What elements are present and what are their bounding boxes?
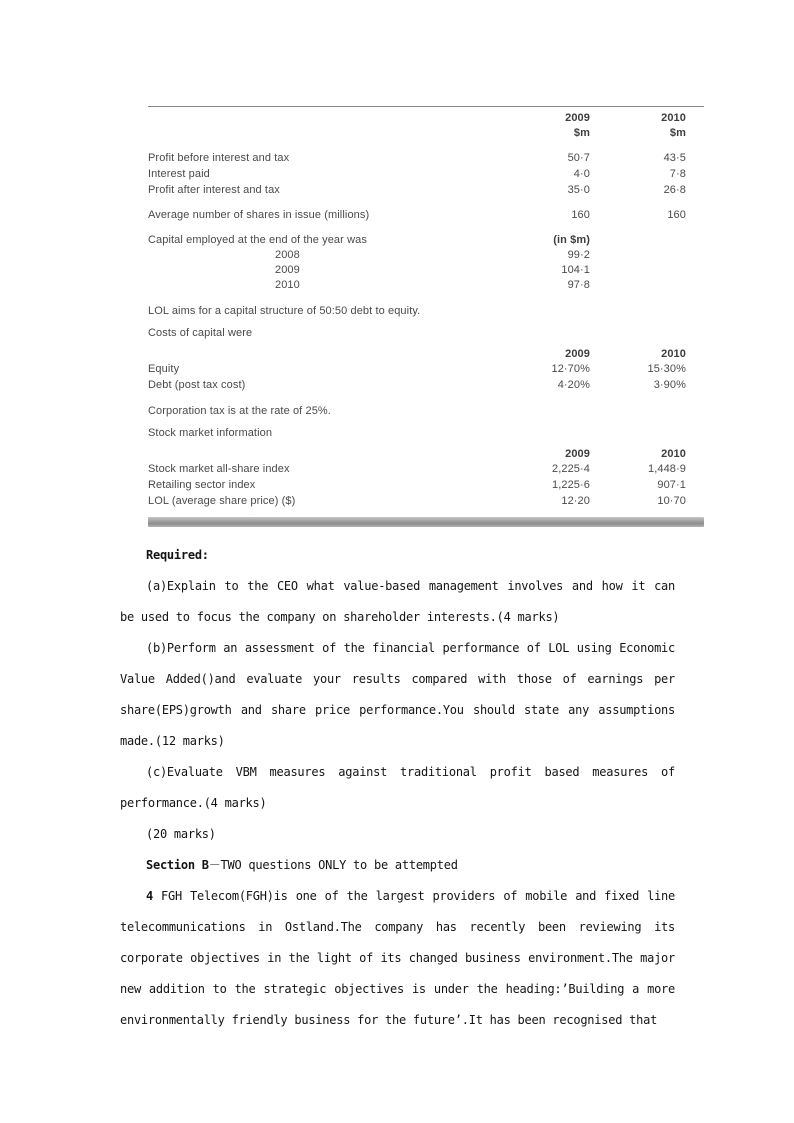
header-unit-2010: $m — [669, 127, 686, 139]
table-row-capital-employed — [148, 232, 704, 248]
table-row — [148, 166, 704, 182]
section-b-label: Section B — [146, 858, 209, 872]
financial-exhibit-table — [148, 106, 704, 527]
total-marks: (20 marks) — [146, 827, 216, 841]
note-capital-structure: LOL aims for a capital structure of 50:50 debt to equity. — [148, 305, 421, 317]
stock-market-intro: Stock market information — [148, 427, 273, 439]
value-2009: 1,225·6 — [551, 479, 590, 491]
capital-year-row — [148, 278, 704, 293]
year-value: 99·2 — [567, 249, 590, 261]
cost-of-capital-header — [148, 347, 704, 361]
year-value: 104·1 — [561, 264, 590, 276]
year-label: 2010 — [275, 279, 300, 291]
scan-shadow-bar — [148, 517, 704, 527]
section-b-text: －TWO questions ONLY to be attempted — [208, 858, 458, 872]
value-2010: 3·90% — [653, 379, 686, 391]
row-label: Profit before interest and tax — [148, 152, 290, 164]
table-row — [148, 493, 704, 509]
table-row — [148, 361, 704, 377]
paragraph-part-a: (a)Explain to the CEO what value-based management involves and how it can be used to focus the company on shareholder interests.(4 marks) — [120, 579, 675, 624]
header-spacer — [148, 347, 494, 361]
header-year-2009: 2009 — [565, 448, 590, 460]
header-year-2010: 2010 — [661, 448, 686, 460]
section-b-heading — [120, 850, 675, 881]
header-spacer — [148, 125, 494, 141]
spacer — [148, 223, 704, 232]
empty-cell — [590, 278, 686, 293]
capital-year-row — [148, 263, 704, 278]
value-2009: 50·7 — [567, 152, 590, 164]
header-year-2010: 2010 — [661, 348, 686, 360]
question-4-text: FGH Telecom(FGH)is one of the largest providers of mobile and fixed line telecommunications in Ostland.The company has recently been reviewing its corporate objectives in the light of its changed business environment.The major new addition to the strategic objectives is under the heading:’Building a more environmentally friendly business for the future’.It has been recognised that — [120, 889, 675, 1027]
value-2009: 35·0 — [567, 184, 590, 196]
table-header-units — [148, 125, 704, 141]
year-label: 2008 — [275, 249, 300, 261]
spacer — [148, 141, 704, 150]
value-2009: 12·20 — [561, 495, 590, 507]
stock-market-header — [148, 447, 704, 461]
value-2010: 15·30% — [647, 363, 686, 375]
header-unit-2009: $m — [573, 127, 590, 139]
empty-cell — [590, 263, 686, 278]
header-year-2009: 2009 — [565, 348, 590, 360]
capital-unit-note: (in $m) — [553, 234, 590, 246]
value-2009: 2,225·4 — [551, 463, 590, 475]
capital-year-row — [148, 248, 704, 263]
value-2010: 1,448·9 — [647, 463, 686, 475]
value-2009: 12·70% — [551, 363, 590, 375]
header-year-2009: 2009 — [565, 112, 590, 124]
question-number: 4 — [146, 889, 153, 903]
value-2010: 7·8 — [669, 168, 686, 180]
value-2010 — [590, 232, 686, 248]
value-2010: 43·5 — [663, 152, 686, 164]
header-spacer — [148, 111, 494, 125]
table-header-years — [148, 107, 704, 125]
empty-cell — [590, 248, 686, 263]
value-2009: 4·0 — [573, 168, 590, 180]
value-2010: 26·8 — [663, 184, 686, 196]
question-body — [120, 540, 675, 1036]
table-row — [148, 461, 704, 477]
row-label: Interest paid — [148, 168, 210, 180]
row-label: Retailing sector index — [148, 479, 256, 491]
cost-of-capital-intro: Costs of capital were — [148, 327, 253, 339]
row-label: Debt (post tax cost) — [148, 379, 246, 391]
row-label: Profit after interest and tax — [148, 184, 280, 196]
note-corporation-tax: Corporation tax is at the rate of 25%. — [148, 405, 331, 417]
value-2010: 160 — [667, 209, 686, 221]
spacer — [148, 198, 704, 207]
table-row — [148, 477, 704, 493]
row-label: Stock market all-share index — [148, 463, 290, 475]
table-row — [148, 377, 704, 393]
required-label: Required: — [146, 548, 209, 562]
required-heading — [120, 540, 675, 571]
year-value: 97·8 — [567, 279, 590, 291]
table-row-shares — [148, 207, 704, 223]
row-label: LOL (average share price) ($) — [148, 495, 296, 507]
row-label: Capital employed at the end of the year was — [148, 234, 367, 246]
paragraph-part-b: (b)Perform an assessment of the financial performance of LOL using Economic Value Added()and evaluate your results compared with those of earnings per share(EPS)growth and share price performance.You should state any assumptions made.(12 marks) — [120, 641, 675, 748]
header-year-2010: 2010 — [661, 112, 686, 124]
value-2010: 907·1 — [657, 479, 686, 491]
year-label: 2009 — [275, 264, 300, 276]
paragraph-part-c: (c)Evaluate VBM measures against traditional profit based measures of performance.(4 marks) — [120, 765, 675, 810]
row-label: Average number of shares in issue (millions) — [148, 209, 370, 221]
header-spacer — [148, 447, 494, 461]
value-2009: 160 — [571, 209, 590, 221]
table-row — [148, 150, 704, 166]
question-4-intro — [120, 881, 675, 1036]
row-label: Equity — [148, 363, 180, 375]
table-row — [148, 182, 704, 198]
value-2009: 4·20% — [557, 379, 590, 391]
value-2010: 10·70 — [657, 495, 686, 507]
